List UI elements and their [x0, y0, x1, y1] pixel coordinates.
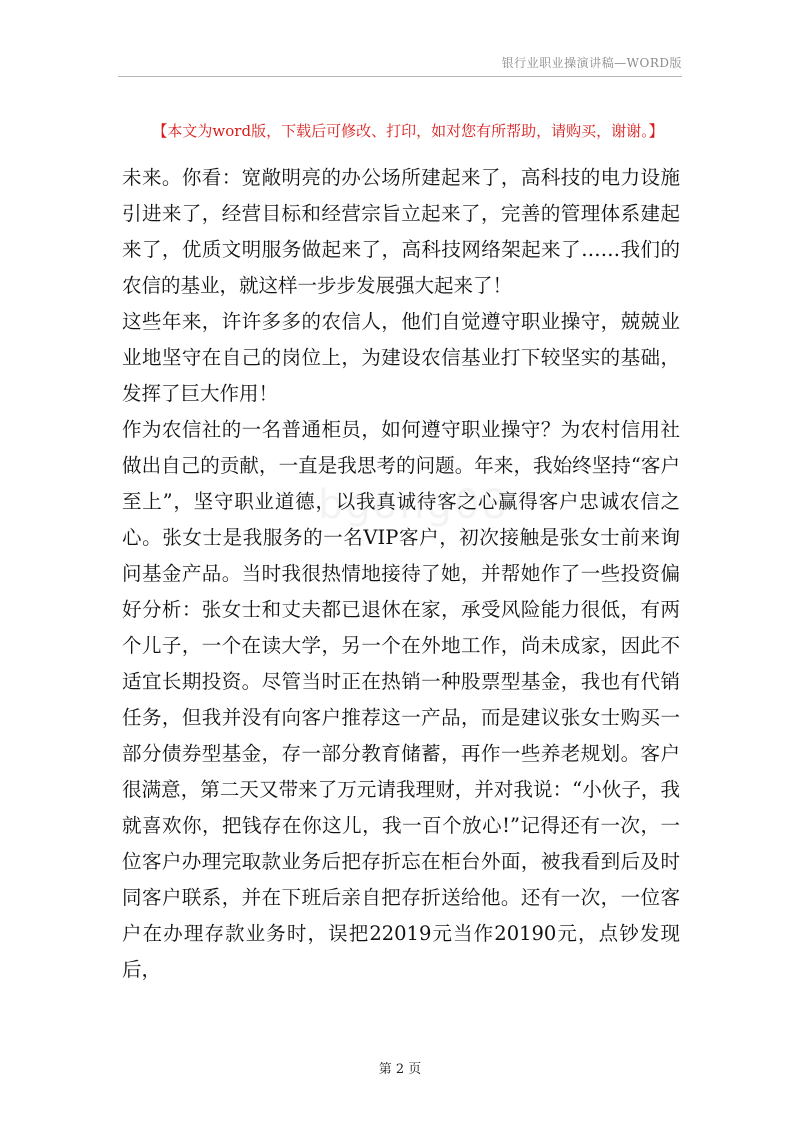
page-header-title: 银行业职业操演讲稿—WORD版: [501, 56, 682, 70]
header-divider: [118, 76, 682, 77]
body-paragraph: 未来。你看：宽敞明亮的办公场所建起来了，高科技的电力设施引进来了，经营目标和经营宗旨立起来了，完善的管理体系建起来了，优质文明服务做起来了，高科技网络架起来了……我们的农信的基业，就这样一步步发展强大起来了！: [122, 166, 680, 297]
download-notice: 【本文为word版，下载后可修改、打印，如对您有所帮助，请购买，谢谢。】: [152, 122, 664, 140]
document-body: [122, 160, 680, 988]
body-paragraph: 作为农信社的一名普通柜员，如何遵守职业操守？为农村信用社做出自己的贡献，一直是我思考的问题。年来，我始终坚持“客户至上”，坚守职业道德，以我真诚待客之心赢得客户忠诚农信之心。张女士是我服务的一名VIP客户，初次接触是张女士前来询问基金产品。当时我很热情地接待了她，并帮她作了一些投资偏好分析：张女士和丈夫都已退休在家，承受风险能力很低，有两个儿子，一个在读大学，另一个在外地工作，尚未成家，因此不适宜长期投资。尽管当时正在热销一种股票型基金，我也有代销任务，但我并没有向客户推荐这一产品，而是建议张女士购买一部分债券型基金，存一部分教育储蓄，再作一些养老规划。客户很满意，第二天又带来了万元请我理财，并对我说：“小伙子，我就喜欢你，把钱存在你这儿，我一百个放心!”记得还有一次，一位客户办理完取款业务后把存折忘在柜台外面，被我看到后及时同客户联系，并在下班后亲自把存折送给他。还有一次，一位客户在办理存款业务时，误把22019元当作20190元，点钞发现后，: [122, 418, 680, 981]
page-number: 第 2 页: [378, 1062, 422, 1077]
body-paragraph: 这些年来，许许多多的农信人，他们自觉遵守职业操守，兢兢业业地坚守在自己的岗位上，为建设农信基业打下较坚实的基础，发挥了巨大作用！: [122, 310, 680, 405]
